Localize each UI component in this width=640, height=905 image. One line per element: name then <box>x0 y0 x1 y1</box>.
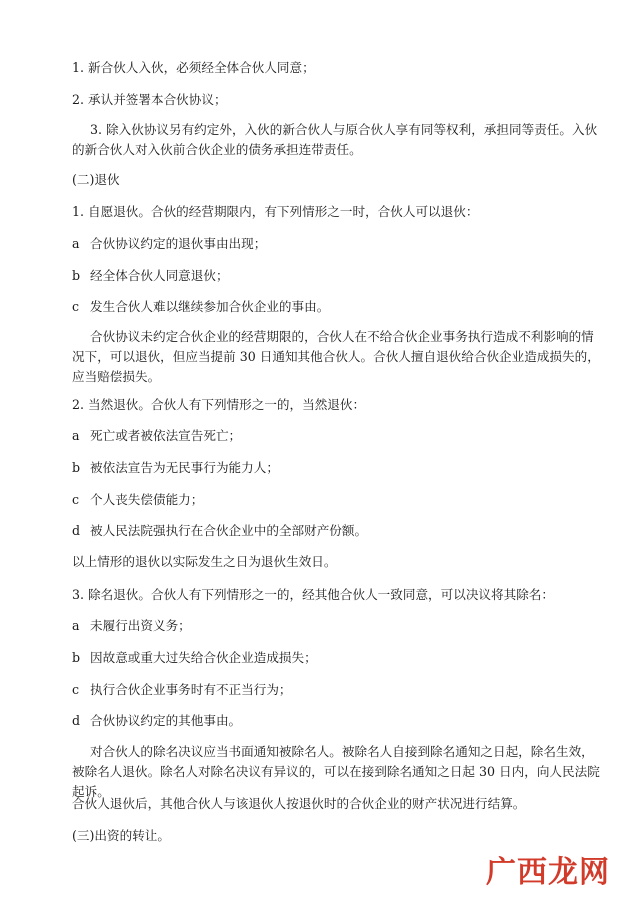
list-item <box>72 711 606 731</box>
list-marker: d <box>72 713 81 728</box>
paragraph-2: 2. 承认并签署本合伙协议； <box>72 92 227 107</box>
list-marker: c <box>72 492 80 507</box>
list-marker: d <box>72 523 81 538</box>
paragraph-9: 对合伙人的除名决议应当书面通知被除名人。被除名人自接到除名通知之日起，除名生效，被除名人退伙。除名人对除名决议有异议的，可以在接到除名通知之日起 30 日内，向人民法院起诉。 <box>72 744 600 799</box>
section-heading-withdrawal: (二)退伙 <box>72 172 120 187</box>
list-marker: b <box>72 650 81 665</box>
list-item <box>72 616 606 636</box>
list-item <box>72 426 606 446</box>
list-text: 因故意或重大过失给合伙企业造成损失； <box>90 650 317 665</box>
site-watermark: 广西龙网 <box>486 855 610 890</box>
list-text: 发生合伙人难以继续参加合伙企业的事由。 <box>90 299 330 314</box>
list-marker: a <box>72 428 80 443</box>
list-marker: b <box>72 268 81 283</box>
list-marker: b <box>72 460 81 475</box>
section-heading-transfer: (三)出资的转让。 <box>72 828 170 843</box>
paragraph-1: 1. 新合伙人入伙，必须经全体合伙人同意； <box>72 60 315 75</box>
list-item <box>72 297 606 317</box>
list-text: 个人丧失偿债能力； <box>90 492 204 507</box>
list-text: 被人民法院强执行在合伙企业中的全部财产份额。 <box>90 523 368 538</box>
paragraph-4: 1. 自愿退伙。合伙的经营期限内，有下列情形之一时，合伙人可以退伙： <box>72 204 479 219</box>
list-text: 死亡或者被依法宣告死亡； <box>90 428 242 443</box>
list-item <box>72 234 606 254</box>
list-text: 经全体合伙人同意退伙； <box>90 268 229 283</box>
paragraph-7: 以上情形的退伙以实际发生之日为退伙生效日。 <box>72 554 337 569</box>
list-item <box>72 490 606 510</box>
list-text: 被依法宣告为无民事行为能力人； <box>90 460 279 475</box>
list-item <box>72 458 606 478</box>
paragraph-8: 3. 除名退伙。合伙人有下列情形之一的，经其他合伙人一致同意，可以决议将其除名： <box>72 587 554 602</box>
paragraph-3: 3. 除入伙协议另有约定外，入伙的新合伙人与原合伙人享有同等权利，承担同等责任。入伙的新合伙人对入伙前合伙企业的债务承担连带责任。 <box>72 122 598 157</box>
list-marker: a <box>72 618 80 633</box>
paragraph-10: 合伙人退伙后，其他合伙人与该退伙人按退伙时的合伙企业的财产状况进行结算。 <box>72 796 526 811</box>
list-marker: c <box>72 682 80 697</box>
list-item <box>72 648 606 668</box>
list-text: 执行合伙企业事务时有不正当行为； <box>90 682 292 697</box>
list-marker: c <box>72 299 80 314</box>
list-item <box>72 521 606 541</box>
list-text: 合伙协议约定的其他事由。 <box>90 713 242 728</box>
paragraph-5: 合伙协议未约定合伙企业的经营期限的，合伙人在不给合伙企业事务执行造成不利影响的情况下，可以退伙，但应当提前 30 日通知其他合伙人。合伙人擅自退伙给合伙企业造成损失的，应当赔偿损失。 <box>72 329 600 384</box>
list-item <box>72 266 606 286</box>
list-marker: a <box>72 236 80 251</box>
list-text: 合伙协议约定的退伙事由出现； <box>90 236 267 251</box>
paragraph-6: 2. 当然退伙。合伙人有下列情形之一的，当然退伙： <box>72 397 366 412</box>
list-item <box>72 680 606 700</box>
list-text: 未履行出资义务； <box>90 618 191 633</box>
